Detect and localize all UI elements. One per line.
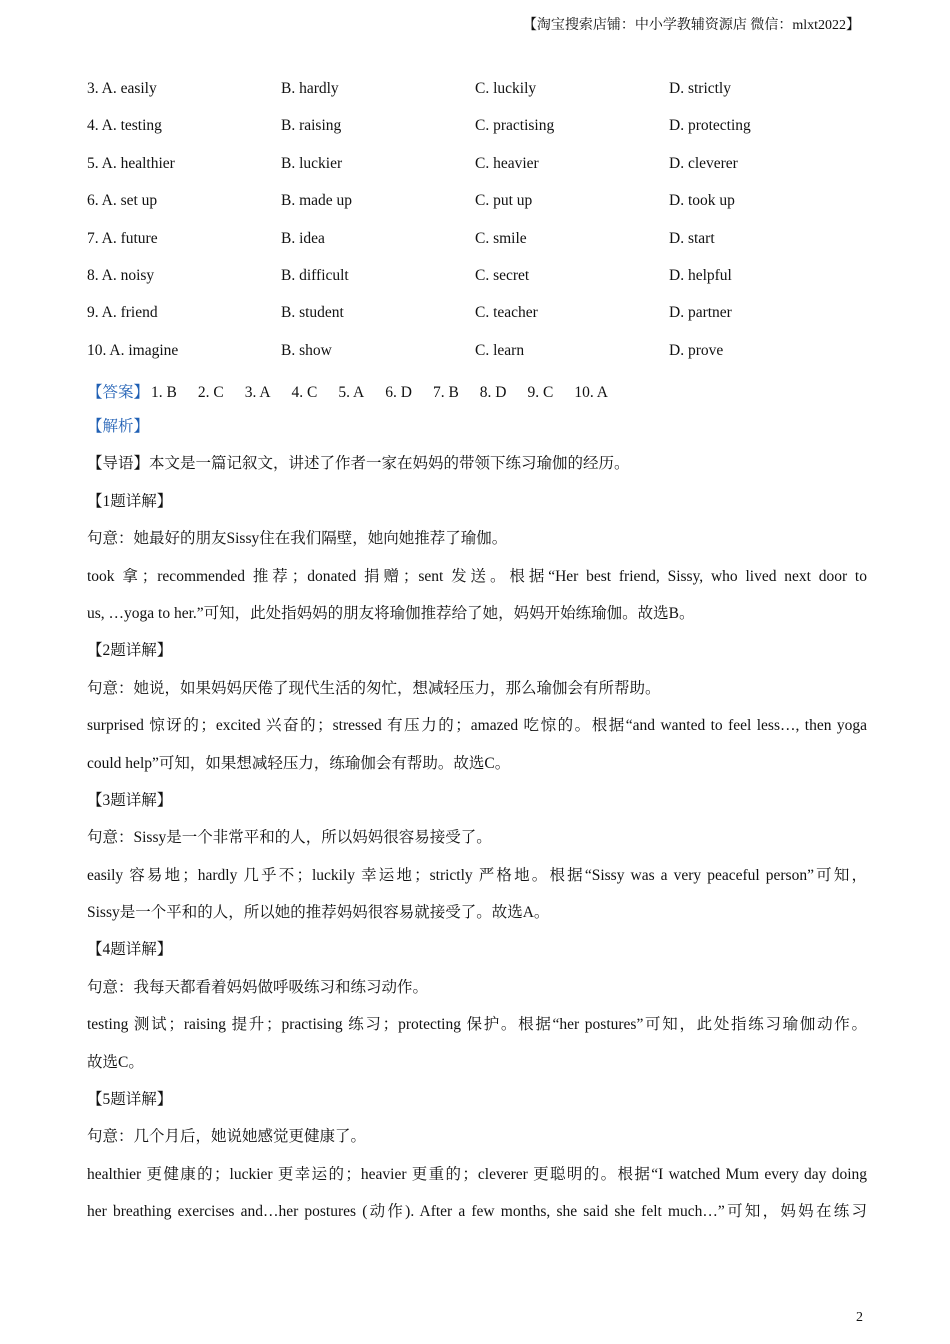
- text-line: easily 容易地；hardly 几乎不；luckily 幸运地；strictly 严格地。根据“Sissy was a very peaceful person”可知，: [87, 866, 867, 884]
- answer-item: 5. A: [338, 384, 365, 401]
- text-line: testing 测试；raising 提升；practising 练习；protecting 保护。根据“her postures”可知，此处指练习瑜伽动作。: [87, 1016, 867, 1034]
- option-d: D. cleverer: [669, 154, 738, 172]
- text-line: surprised 惊讶的；excited 兴奋的；stressed 有压力的；amazed 吃惊的。根据“and wanted to feel less…, then yoga: [87, 717, 867, 735]
- option-row: [87, 155, 867, 192]
- option-b: B. idea: [281, 229, 325, 247]
- answer-item: 10. A: [574, 384, 608, 401]
- option-d: D. partner: [669, 304, 732, 322]
- text-line: 句意：她最好的朋友Sissy住在我们隔壁，她向她推荐了瑜伽。: [87, 530, 508, 548]
- option-row: [87, 192, 867, 229]
- option-d: D. strictly: [669, 80, 731, 97]
- answer-item: 2. C: [197, 384, 224, 401]
- answer-item: 3. A: [244, 384, 271, 401]
- option-b: B. hardly: [281, 80, 339, 97]
- option-a: 3. A. easily: [87, 80, 157, 97]
- text-line: healthier 更健康的；luckier 更幸运的；heavier 更重的；cleverer 更聪明的。根据“I watched Mum every day doing: [87, 1165, 867, 1183]
- section-heading: 【3题详解】: [87, 791, 173, 809]
- option-a: 6. A. set up: [87, 192, 158, 210]
- option-row: [87, 342, 867, 379]
- analysis-body: [87, 417, 867, 1240]
- answer-item: 9. C: [527, 384, 554, 401]
- text-line: took 拿；recommended 推荐；donated 捐赠；sent 发送。根据“Her best friend, Sissy, who lived next door to: [87, 567, 867, 585]
- answer-key: [87, 380, 629, 402]
- section-heading: 【2题详解】: [87, 642, 173, 660]
- option-a: 5. A. healthier: [87, 154, 175, 172]
- option-b: B. luckier: [281, 154, 343, 172]
- option-c: C. luckily: [475, 80, 537, 97]
- option-c: C. heavier: [475, 154, 539, 172]
- option-row: [87, 230, 867, 267]
- section-heading: 【5题详解】: [87, 1091, 173, 1109]
- text-line: could help”可知，如果想减轻压力，练瑜伽会有帮助。故选C。: [87, 754, 511, 772]
- answer-item: 1. B: [151, 384, 177, 401]
- answer-item: 7. B: [432, 384, 459, 401]
- option-c: C. learn: [475, 341, 525, 359]
- answer-item: 6. D: [385, 384, 412, 401]
- option-a: 7. A. future: [87, 229, 158, 247]
- option-c: C. put up: [475, 192, 533, 210]
- option-c: C. secret: [475, 266, 530, 284]
- answer-label: 【答案】: [87, 384, 150, 401]
- text-line: 句意：几个月后，她说她感觉更健康了。: [87, 1128, 367, 1146]
- intro-line: 【导语】本文是一篇记叙文，讲述了作者一家在妈妈的带领下练习瑜伽的经历。: [87, 455, 630, 473]
- text-line: 句意：Sissy是一个非常平和的人，所以妈妈很容易接受了。: [87, 829, 492, 847]
- option-c: C. practising: [475, 117, 555, 135]
- text-line: her breathing exercises and…her postures (动作). After a few months, she said she felt much…”可知，妈妈在练习: [87, 1203, 867, 1221]
- section-heading: 【1题详解】: [87, 492, 173, 510]
- options-list: [87, 80, 867, 379]
- option-d: D. start: [669, 229, 715, 247]
- option-row: [87, 304, 867, 341]
- option-c: C. smile: [475, 229, 527, 247]
- page-number: 2: [856, 1310, 863, 1325]
- text-line: 故选C。: [87, 1053, 144, 1071]
- option-d: D. helpful: [669, 266, 732, 284]
- text-line: us, …yoga to her.”可知，此处指妈妈的朋友将瑜伽推荐给了她，妈妈开始练瑜伽。故选B。: [87, 604, 695, 622]
- analysis-label: 【解析】: [87, 418, 150, 435]
- option-b: B. student: [281, 304, 344, 322]
- text-line: 句意：我每天都看着妈妈做呼吸练习和练习动作。: [87, 978, 429, 996]
- option-a: 4. A. testing: [87, 117, 162, 135]
- answer-item: 4. C: [291, 384, 318, 401]
- option-b: B. show: [281, 341, 332, 359]
- option-d: D. protecting: [669, 117, 751, 135]
- option-b: B. made up: [281, 192, 353, 210]
- option-a: 9. A. friend: [87, 304, 158, 322]
- page-header: 【淘宝搜索店铺：中小学教辅资源店 微信：mlxt2022】: [522, 18, 860, 33]
- option-a: 10. A. imagine: [87, 341, 179, 359]
- text-line: 句意：她说，如果妈妈厌倦了现代生活的匆忙，想减轻压力，那么瑜伽会有所帮助。: [87, 679, 661, 697]
- option-d: D. prove: [669, 341, 724, 359]
- option-a: 8. A. noisy: [87, 266, 155, 284]
- option-row: [87, 117, 867, 154]
- option-b: B. raising: [281, 117, 342, 135]
- text-line: Sissy是一个平和的人，所以她的推荐妈妈很容易就接受了。故选A。: [87, 904, 550, 922]
- option-d: D. took up: [669, 192, 735, 210]
- answer-item: 8. D: [479, 384, 507, 401]
- option-row: [87, 80, 867, 117]
- section-heading: 【4题详解】: [87, 941, 173, 959]
- option-c: C. teacher: [475, 304, 538, 322]
- option-row: [87, 267, 867, 304]
- option-b: B. difficult: [281, 266, 349, 284]
